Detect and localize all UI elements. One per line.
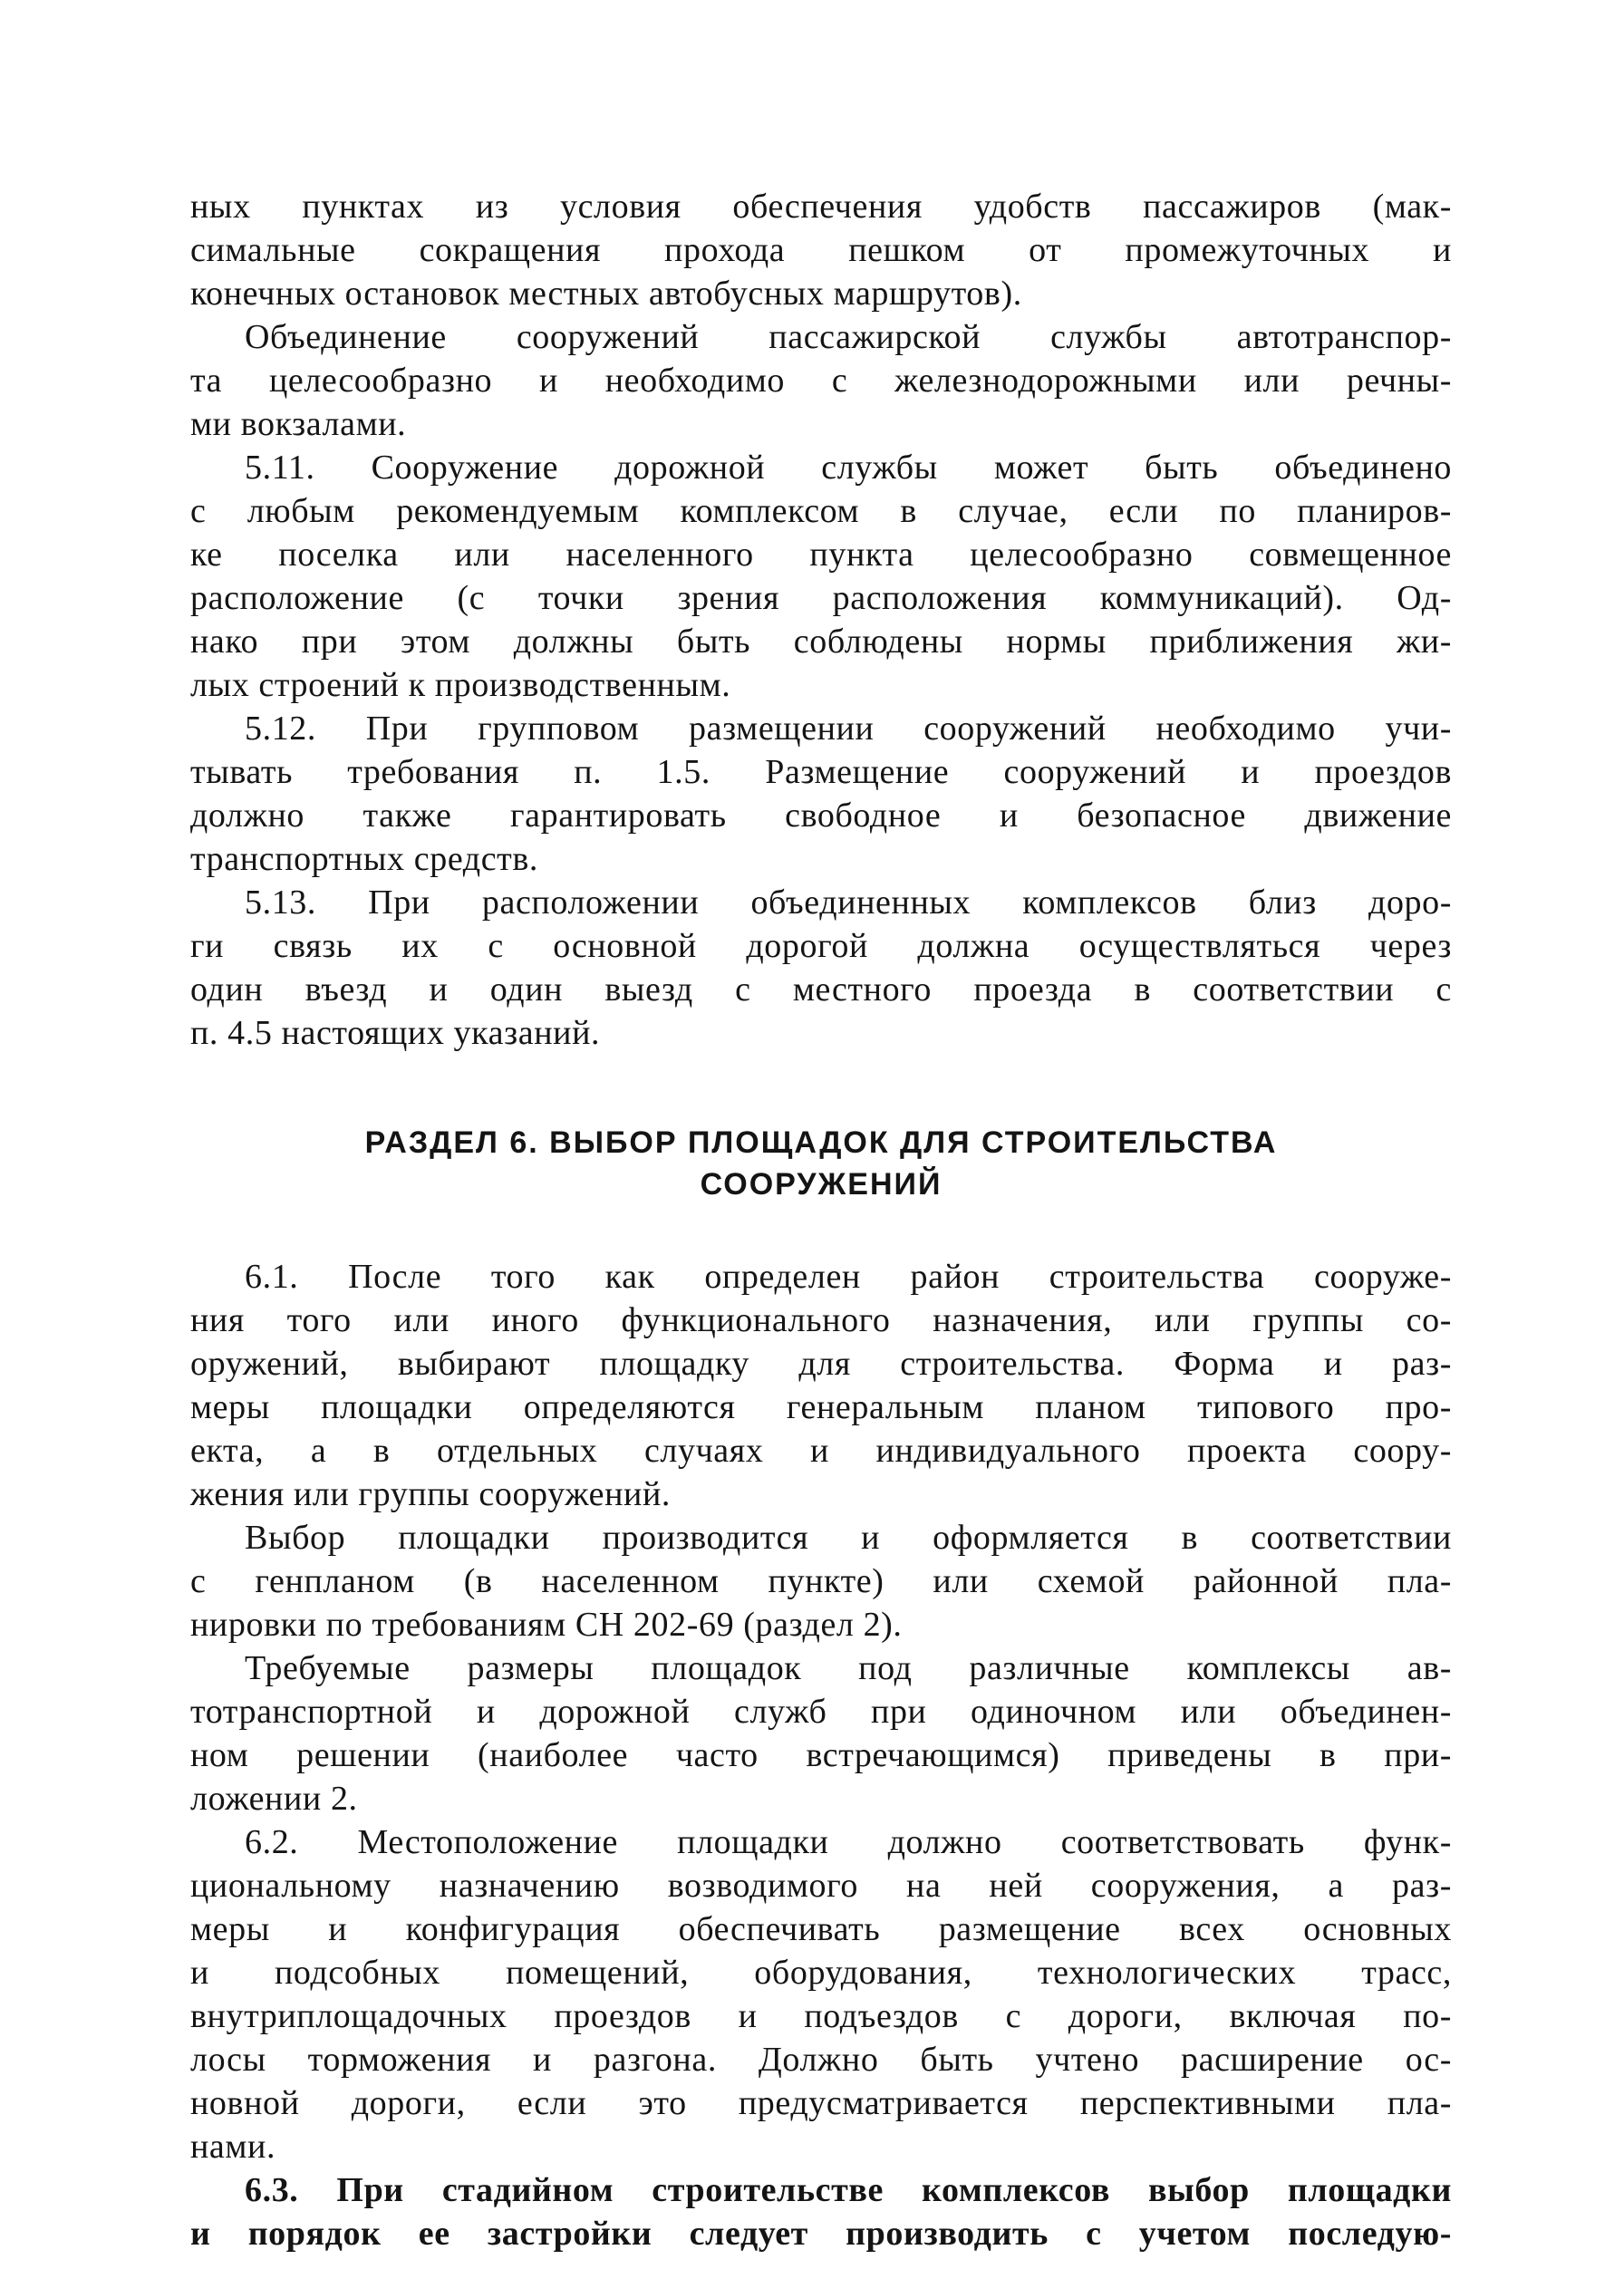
- text-line: 6.3. При стадийном строительстве комплексов выбор площадки: [245, 2171, 1452, 2209]
- text-line: должно также гарантировать свободное и безопасное движение: [190, 797, 1452, 835]
- text-line: и порядок ее застройки следует производить с учетом последую-: [190, 2215, 1452, 2253]
- text-line: 6.2. Местоположение площадки должно соответствовать функ-: [245, 1823, 1452, 1861]
- text-line: с любым рекомендуемым комплексом в случае, если по планиров-: [190, 492, 1452, 530]
- text-line: ложении 2.: [190, 1780, 358, 1818]
- text-line: та целесообразно и необходимо с железнодорожными или речны-: [190, 362, 1452, 400]
- text-line: 5.11. Сооружение дорожной службы может быть объединено: [245, 449, 1452, 487]
- text-line: 5.13. При расположении объединенных комплексов близ доро-: [245, 883, 1452, 922]
- text-line: меры и конфигурация обеспечивать размещение всех основных: [190, 1910, 1452, 1948]
- text-line: тывать требования п. 1.5. Размещение сооружений и проездов: [190, 753, 1452, 791]
- text-line: 5.12. При групповом размещении сооружений необходимо учи-: [245, 710, 1452, 748]
- section-6-text: [190, 1255, 1452, 2255]
- text-line: внутриплощадочных проездов и подъездов с дороги, включая по-: [190, 1997, 1452, 2035]
- text-line: екта, а в отдельных случаях и индивидуального проекта соору-: [190, 1432, 1452, 1470]
- text-line: ги связь их с основной дорогой должна осуществляться через: [190, 927, 1452, 965]
- text-line: оружений, выбирают площадку для строительства. Форма и раз-: [190, 1345, 1452, 1383]
- text-line: ке поселка или населенного пункта целесообразно совмещенное: [190, 536, 1452, 574]
- text-line: жения или группы сооружений.: [190, 1475, 671, 1513]
- text-line: ном решении (наиболее часто встречающимся) приведены в при-: [190, 1736, 1452, 1774]
- text-line: нако при этом должны быть соблюдены нормы приближения жи-: [190, 623, 1452, 661]
- text-line: меры площадки определяются генеральным планом типового про-: [190, 1388, 1452, 1426]
- text-line: расположение (с точки зрения расположения коммуникаций). Од-: [190, 579, 1452, 617]
- text-line: новной дороги, если это предусматривается перспективными пла-: [190, 2084, 1452, 2122]
- text-line: ми вокзалами.: [190, 405, 407, 443]
- text-line: ния того или иного функционального назначения, или группы со-: [190, 1301, 1452, 1339]
- text-line: Выбор площадки производится и оформляется в соответствии: [245, 1519, 1452, 1557]
- text-line: ных пунктах из условия обеспечения удобств пассажиров (мак-: [190, 188, 1452, 226]
- text-line: тотранспортной и дорожной служб при одиночном или объединен-: [190, 1693, 1452, 1731]
- text-line: 6.1. После того как определен район строительства сооруже-: [245, 1258, 1452, 1296]
- text-line: нами.: [190, 2128, 276, 2166]
- section-heading-line: СООРУЖЕНИЙ: [700, 1167, 942, 1202]
- section-heading: [190, 1122, 1452, 1205]
- text-line: Объединение сооружений пассажирской службы автотранспор-: [245, 318, 1452, 356]
- text-line: нировки по требованиям СН 202-69 (раздел 2).: [190, 1606, 903, 1644]
- text-line: и подсобных помещений, оборудования, технологических трасс,: [190, 1954, 1452, 1992]
- text-line: лых строений к производственным.: [190, 666, 731, 704]
- text-line: циональному назначению возводимого на ней сооружения, а раз-: [190, 1867, 1452, 1905]
- section-heading-line: РАЗДЕЛ 6. ВЫБОР ПЛОЩАДОК ДЛЯ СТРОИТЕЛЬСТВА: [364, 1125, 1278, 1160]
- text-line: лосы торможения и разгона. Должно быть учтено расширение ос-: [190, 2041, 1452, 2079]
- text-line: транспортных средств.: [190, 840, 539, 878]
- text-line: Требуемые размеры площадок под различные комплексы ав-: [245, 1649, 1452, 1687]
- text-line: один въезд и один выезд с местного проезда в соответствии с: [190, 970, 1452, 1009]
- text-line: симальные сокращения прохода пешком от промежуточных и: [190, 231, 1452, 269]
- text-line: п. 4.5 настоящих указаний.: [190, 1014, 601, 1052]
- section-5-text: [190, 185, 1452, 1055]
- text-line: с генпланом (в населенном пункте) или схемой районной пла-: [190, 1562, 1452, 1600]
- text-line: конечных остановок местных автобусных маршрутов).: [190, 275, 1022, 313]
